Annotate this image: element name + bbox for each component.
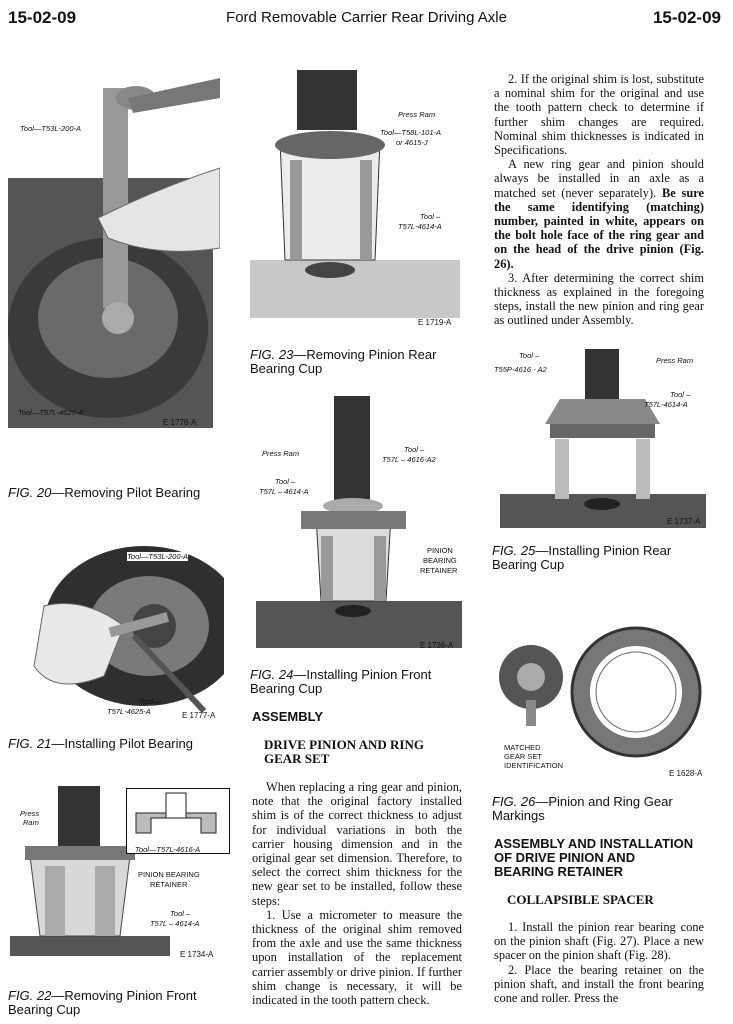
fig24-text: —Installing Pinion Front Bearing Cup (250, 667, 432, 696)
fig21-number: FIG. 21 (8, 736, 52, 751)
fig25-caption (492, 544, 707, 572)
fig23-label-tool2a: Tool – (420, 212, 441, 221)
fig22-number: FIG. 22 (8, 988, 52, 1003)
fig20-photo (8, 68, 220, 430)
right-paragraph-5: 2. Place the bearing retainer on the pinion shaft, and install the front bearing cone and roller. Press the (494, 962, 704, 1006)
fig24-label-tool1a: Tool – (404, 445, 425, 454)
fig26-label-1: MATCHED (504, 743, 541, 752)
fig24-label-pinion: PINION (427, 546, 453, 555)
middle-body-text (252, 780, 462, 1007)
fig23-label-tool2b: T57L-4614-A (398, 222, 442, 231)
fig20-text: —Removing Pilot Bearing (51, 485, 201, 500)
section-assembly-installation-2: OF DRIVE PINION AND (494, 850, 636, 865)
right-body-text-bottom (494, 920, 704, 1005)
fig24-label-tool2a: Tool – (275, 477, 296, 486)
section-assembly: ASSEMBLY (252, 709, 324, 724)
fig22-label-retainer1: PINION BEARING (138, 870, 200, 879)
page-number-right: 15-02-09 (652, 8, 721, 27)
fig26-number: FIG. 26 (492, 794, 536, 809)
fig20-label-tool2: Tool—T57L-4625-A (18, 408, 84, 417)
fig25-label-tool1b: T55P-4616 - A2 (494, 365, 547, 374)
fig22-label-tool2a: Tool – (170, 909, 191, 918)
fig25-label-tool1a: Tool – (519, 351, 540, 360)
fig23-photo (250, 70, 460, 318)
fig24-label-tool2b: T57L – 4614-A (259, 487, 309, 496)
fig23-label-press: Press Ram (398, 110, 436, 119)
section-assembly-installation-1: ASSEMBLY AND INSTALLATION (494, 836, 694, 851)
fig24-code: E 1736-A (420, 641, 454, 650)
fig24-caption (250, 668, 465, 696)
fig21-photo (14, 546, 224, 716)
mid-paragraph-1: When replacing a ring gear and pinion, note that the original factory installed shim is of the correct thickness to adjust for individual variations in both the carrier housing dimension and in the original gear set dimension. Therefore, to select the correct shim thickness for the new gear set to be installed, follow these steps: (252, 780, 462, 908)
fig20-code: E 1778-A (163, 418, 197, 427)
fig23-caption (250, 348, 465, 376)
fig24-label-bearing: BEARING (423, 556, 457, 565)
right-paragraph-1: 2. If the original shim is lost, substitute a nominal shim for the original and use the tooth pattern check to determine if further shim changes are required. Nominal shim thicknesses is indicated in Specifications. (494, 72, 704, 158)
right-paragraph-2b: Be sure the same identifying (matching) number, painted in white, appears on the bolt hole face of the ring gear and on the head of the drive pinion (Fig. 26). (494, 185, 704, 271)
fig23-label-tool1b: or 4615-J (396, 138, 428, 147)
fig22-label-press: Press (20, 809, 40, 818)
fig21-text: —Installing Pilot Bearing (51, 736, 193, 751)
fig26-label-2: GEAR SET (504, 752, 542, 761)
fig24-label-tool1b: T57L – 4616-A2 (382, 455, 436, 464)
page-number-left: 15-02-09 (8, 8, 77, 27)
fig20-caption (8, 486, 218, 500)
fig26-code: E 1628-A (669, 769, 703, 778)
fig22-label-tool1: Tool—T57L-4616-A (135, 845, 201, 854)
fig23-label-tool1a: Tool—T58L-101-A (380, 128, 442, 137)
fig24-photo (256, 396, 462, 648)
fig23-text: —Removing Pinion Rear Bearing Cup (250, 347, 437, 376)
fig25-label-tool2b: T57L-4614-A (644, 400, 688, 409)
fig21-label-tool2a: Tool— (139, 697, 161, 706)
fig24-label-press: Press Ram (262, 449, 300, 458)
fig23-code: E 1719-A (418, 318, 452, 327)
fig22-label-ram: Ram (23, 818, 39, 827)
fig20-label-tool1: Tool—T53L-200-A (20, 124, 82, 133)
right-body-text-top (494, 72, 704, 328)
fig22-caption (8, 989, 230, 1017)
page-title: Ford Removable Carrier Rear Driving Axle (226, 9, 507, 26)
fig24-number: FIG. 24 (250, 667, 294, 682)
fig21-label-tool2b: T57L-4625-A (107, 707, 151, 716)
fig25-label-press: Press Ram (656, 356, 694, 365)
fig21-code: E 1777-A (182, 711, 216, 720)
fig21-label-tool1: Tool—T53L-200-A (127, 552, 189, 561)
fig25-number: FIG. 25 (492, 543, 536, 558)
subsection-collapsible-spacer: COLLAPSIBLE SPACER (507, 892, 654, 907)
section-assembly-installation-3: BEARING RETAINER (494, 864, 624, 879)
fig26-photo (496, 622, 706, 762)
mid-paragraph-2: 1. Use a micrometer to measure the thickness of the original shim removed from the axle and use the same thickness upon installation of the replacement carrier assembly or drive pinion. If further shim change is necessary, it will be indicated in the tooth pattern check. (252, 907, 462, 1008)
right-paragraph-2 (494, 157, 704, 271)
fig22-label-retainer2: RETAINER (150, 880, 188, 889)
right-paragraph-3: 3. After determining the correct shim thickness as explained in the foregoing steps, install the new pinion and ring gear as outlined under Assembly. (494, 270, 704, 328)
fig25-code: E 1737-A (667, 517, 701, 526)
fig26-label-3: IDENTIFICATION (504, 761, 564, 770)
right-paragraph-2a: A new ring gear and pinion should always be installed in an axle as a matched set (never separately). (494, 157, 704, 200)
subsection-drive-pinion-2: GEAR SET (264, 751, 330, 766)
fig22-label-tool2b: T57L – 4614-A (150, 919, 200, 928)
fig24-label-retainer: RETAINER (420, 566, 458, 575)
fig26-text: —Pinion and Ring Gear Markings (492, 794, 673, 823)
fig22-code: E 1734-A (180, 950, 214, 959)
fig25-label-tool2a: Tool – (670, 390, 691, 399)
fig20-number: FIG. 20 (8, 485, 52, 500)
fig22-text: —Removing Pinion Front Bearing Cup (8, 988, 197, 1017)
fig26-caption (492, 795, 707, 823)
fig21-caption (8, 737, 228, 751)
fig23-number: FIG. 23 (250, 347, 294, 362)
fig25-text: —Installing Pinion Rear Bearing Cup (492, 543, 672, 572)
subsection-drive-pinion-1: DRIVE PINION AND RING (264, 737, 424, 752)
right-paragraph-4: 1. Install the pinion rear bearing cone on the pinion shaft (Fig. 27). Place a new spacer on the pinion shaft (Fig. 28). (494, 920, 704, 963)
